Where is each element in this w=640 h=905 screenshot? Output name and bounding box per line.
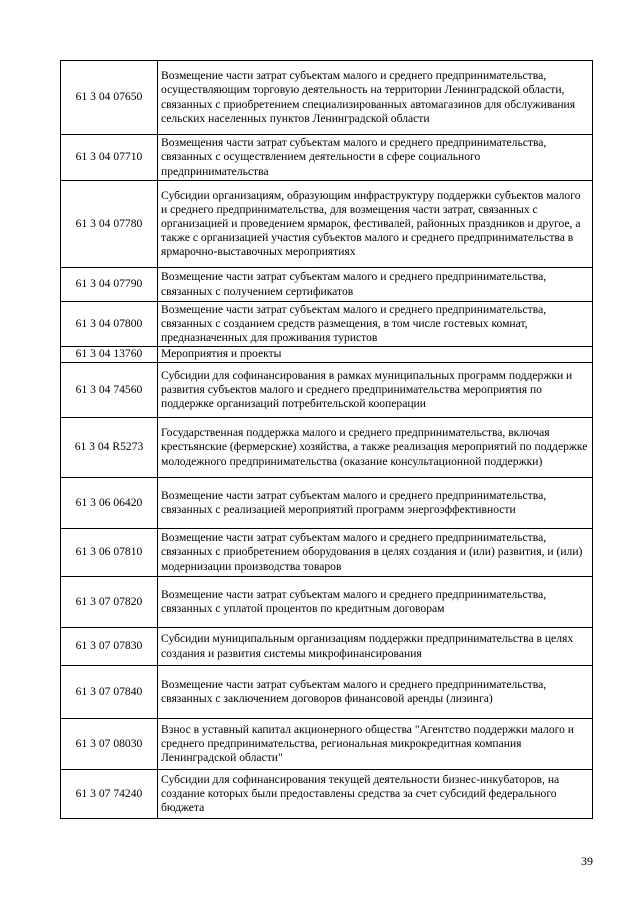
expense-description: Возмещение части затрат субъектам малого и среднего предпринимательства, связанных с получением сертификатов <box>158 268 593 302</box>
table-row <box>61 363 593 418</box>
table-row <box>61 135 593 181</box>
expense-description: Субсидии муниципальным организациям поддержки предпринимательства в целях создания и развития системы микрофинансирования <box>158 628 593 666</box>
expense-description: Возмещения части затрат субъектам малого и среднего предпринимательства, связанных с осуществлением деятельности в сфере социального предпринимательства <box>158 135 593 181</box>
table-row <box>61 268 593 302</box>
classification-code: 61 3 07 74240 <box>61 770 158 819</box>
expense-description: Субсидии организациям, образующим инфраструктуру поддержки субъектов малого и среднего предпринимательства, для возмещения части затрат, связанных с организацией и проведением ярмарок, фестивалей, районных праздников и другое, а также с организацией участия субъектов малого и среднего предпринимательства в ярмарочно-выставочных мероприятиях <box>158 181 593 268</box>
classification-code: 61 3 04 74560 <box>61 363 158 418</box>
expense-description: Государственная поддержка малого и среднего предпринимательства, включая крестьянские (фермерские) хозяйства, а также реализация мероприятий по поддержке молодежного предпринимательства (оказание консультационной поддержки) <box>158 418 593 478</box>
budget-classification-table <box>60 60 593 819</box>
table-row <box>61 529 593 577</box>
expense-description: Субсидии для софинансирования текущей деятельности бизнес-инкубаторов, на создание которых были предоставлены средства за счет субсидий федерального бюджета <box>158 770 593 819</box>
classification-code: 61 3 04 07790 <box>61 268 158 302</box>
expense-description: Возмещение части затрат субъектам малого и среднего предпринимательства, осуществляющим торговую деятельность на территории Ленинградской области, связанных с приобретением специализированных автомагазинов для обслуживания сельских населенных пунктов Ленинградской области <box>158 61 593 135</box>
classification-code: 61 3 07 07840 <box>61 666 158 719</box>
classification-code: 61 3 04 07780 <box>61 181 158 268</box>
expense-description: Возмещение части затрат субъектам малого и среднего предпринимательства, связанных с приобретением оборудования в целях создания и (или) развития, и (или) модернизации производства товаров <box>158 529 593 577</box>
table-row <box>61 418 593 478</box>
table-row <box>61 577 593 628</box>
table-row <box>61 770 593 819</box>
classification-code: 61 3 07 08030 <box>61 719 158 770</box>
table-row <box>61 61 593 135</box>
table-row <box>61 478 593 529</box>
expense-description: Возмещение части затрат субъектам малого и среднего предпринимательства, связанных с реализацией мероприятий программ энергоэффективности <box>158 478 593 529</box>
page-number: 39 <box>581 854 593 868</box>
expense-description: Возмещение части затрат субъектам малого и среднего предпринимательства, связанных с созданием средств размещения, в том числе гостевых комнат, предназначенных для проживания туристов <box>158 302 593 347</box>
expense-description: Субсидии для софинансирования в рамках муниципальных программ поддержки и развития субъектов малого и среднего предпринимательства мероприятия по поддержке организаций потребительской кооперации <box>158 363 593 418</box>
table-row <box>61 347 593 363</box>
classification-code: 61 3 04 R5273 <box>61 418 158 478</box>
table-row <box>61 302 593 347</box>
expense-description: Возмещение части затрат субъектам малого и среднего предпринимательства, связанных с заключением договоров финансовой аренды (лизинга) <box>158 666 593 719</box>
classification-code: 61 3 07 07820 <box>61 577 158 628</box>
classification-code: 61 3 04 07710 <box>61 135 158 181</box>
table-row <box>61 628 593 666</box>
classification-code: 61 3 04 13760 <box>61 347 158 363</box>
expense-description: Мероприятия и проекты <box>158 347 593 363</box>
classification-code: 61 3 04 07650 <box>61 61 158 135</box>
table-row <box>61 719 593 770</box>
table-row <box>61 666 593 719</box>
expense-description: Возмещение части затрат субъектам малого и среднего предпринимательства, связанных с уплатой процентов по кредитным договорам <box>158 577 593 628</box>
classification-code: 61 3 07 07830 <box>61 628 158 666</box>
classification-code: 61 3 06 06420 <box>61 478 158 529</box>
table-row <box>61 181 593 268</box>
classification-code: 61 3 04 07800 <box>61 302 158 347</box>
expense-description: Взнос в уставный капитал акционерного общества "Агентство поддержки малого и среднего предпринимательства, региональная микрокредитная компания Ленинградской области" <box>158 719 593 770</box>
classification-code: 61 3 06 07810 <box>61 529 158 577</box>
